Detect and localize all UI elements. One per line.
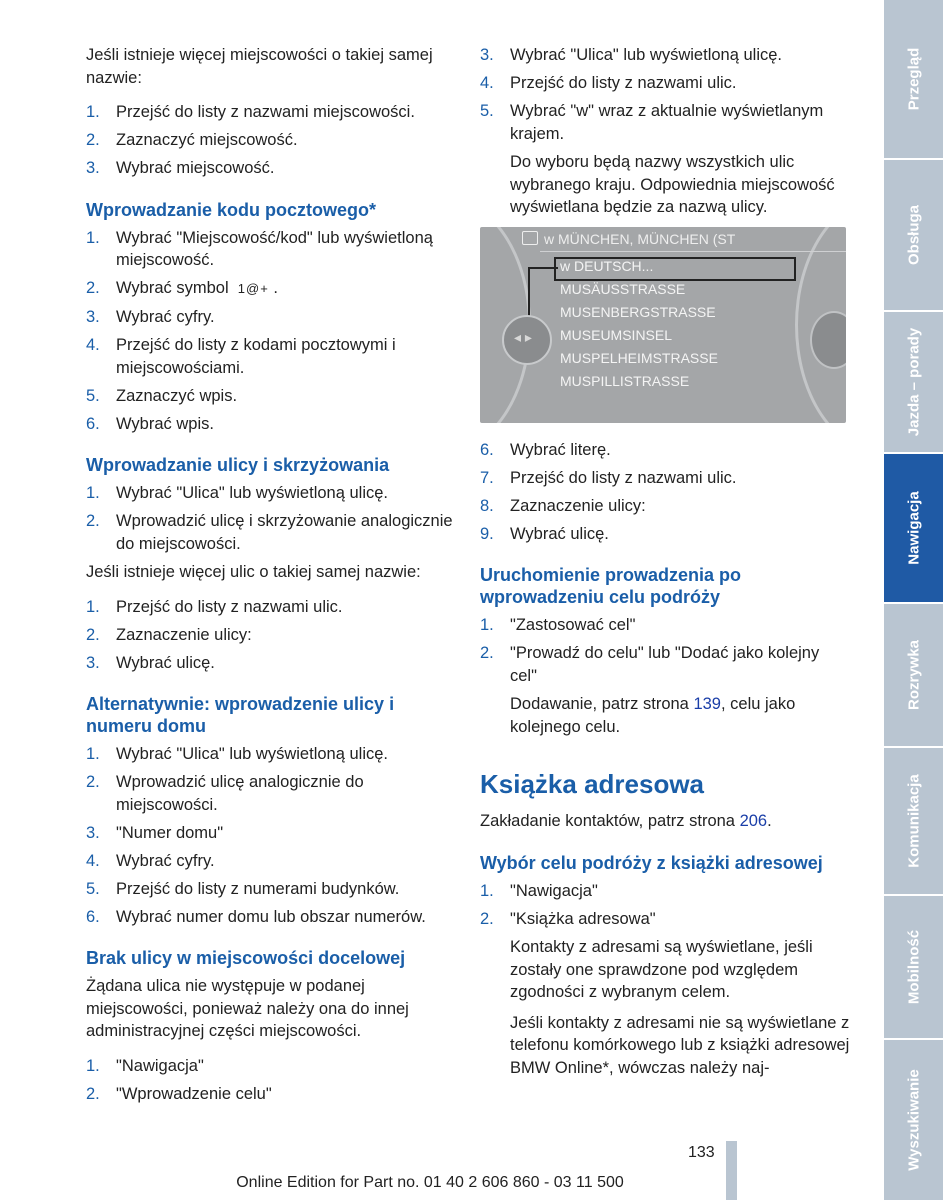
tab-komunikacja[interactable]: Komunikacja [884,748,943,894]
list-item: 2. Wprowadzić ulicę analogicznie do miejscowości. [86,773,364,814]
top-steps [480,44,850,145]
symbol-icon: 1@+ [237,281,269,296]
list-item: 6. Wybrać numer domu lub obszar numerów. [86,907,426,926]
address-book-text: Zakładanie kontaktów, patrz strona 206. [480,812,772,830]
list-item: 5. Przejść do listy z numerami budynków. [86,879,400,898]
tab-mobilnosc[interactable]: Mobilność [884,896,943,1038]
screen-row: w DEUTSCH... [560,257,654,274]
start-guidance-steps [480,614,850,687]
footer-edition: Online Edition for Part no. 01 40 2 606 860 - 03 11 500 [236,1174,624,1191]
list-item: 2. Zaznaczyć miejscowość. [86,131,298,149]
list-item: 4. Przejść do listy z kodami pocztowymi i miejscowościami. [86,336,396,377]
list-item: 6. Wybrać literę. [480,440,611,459]
address-book-title: Książka adresowa [480,769,705,799]
address-book-note: Jeśli kontakty z adresami nie są wyświetlane z telefonu komórkowego lub z książki adresowej BMW Online*, wówczas należy naj- [510,1013,850,1077]
list-item: 1. Wybrać "Ulica" lub wyświetloną ulicę. [86,484,388,502]
list-item: 1. Przejść do listy z nazwami miejscowości. [86,103,415,121]
tab-przeglad[interactable]: Przegląd [884,0,943,158]
street-heading: Wprowadzanie ulicy i skrzyżowania [86,455,390,475]
list-item: 7. Przejść do listy z nazwami ulic. [480,468,737,487]
alt-steps [86,743,458,928]
page-link-139[interactable]: 139 [693,695,721,713]
navigation-icon [522,231,538,245]
screen-row: MUSENBERGSTRASSE [560,303,716,320]
list-item: 9. Wybrać ulicę. [480,524,609,543]
controller-knob-left [502,315,552,365]
idrive-screenshot [480,227,846,423]
list-item: 1. Wybrać "Ulica" lub wyświetloną ulicę. [86,745,388,763]
divider [540,251,846,252]
list-item: 2. Zaznaczenie ulicy: [86,625,252,644]
list-item: 4. Wybrać cyfry. [86,851,215,870]
start-guidance-note: Dodawanie, patrz strona 139, celu jako kolejnego celu. [510,695,796,736]
street-note-steps [86,596,458,675]
list-item: 1. "Zastosować cel" [480,616,636,634]
screen-row: MUSÄUSSTRASSE [560,280,686,297]
list-item: 3. "Numer domu" [86,823,224,842]
tab-nawigacja[interactable]: Nawigacja [884,454,943,602]
list-item: 2. "Prowadź do celu" lub "Dodać jako kolejny cel" [480,644,820,685]
list-item: 3. Wybrać "Ulica" lub wyświetloną ulicę. [480,46,782,64]
street-steps [86,482,458,555]
top-note: Do wyboru będą nazwy wszystkich ulic wybranego kraju. Odpowiednia miejscowość wyświetlana będzie za nazwą ulicy. [510,153,835,216]
start-guidance-heading: Uruchomienie prowadzenia po wprowadzeniu celu podróży [480,565,742,607]
list-item: 5. Zaznaczyć wpis. [86,386,238,405]
list-item: 1. Przejść do listy z nazwami ulic. [86,597,343,616]
mid-steps [480,439,850,546]
page-number: 133 [688,1144,715,1161]
arrows-icon: ◂ ▸ [514,328,532,345]
intro-text: Jeśli istnieje więcej miejscowości o takiej samej nazwie: [86,46,433,87]
address-book-steps [480,880,850,931]
list-item: 3. Wybrać cyfry. [86,308,215,326]
street-note: Jeśli istnieje więcej ulic o takiej samej nazwie: [86,563,421,581]
screen-row: MUSEUMSINSEL [560,326,673,343]
list-item: 3. Wybrać miejscowość. [86,159,275,177]
list-item: 1. Wybrać "Miejscowość/kod" lub wyświetloną miejscowość. [86,228,433,269]
missing-street-heading: Brak ulicy w miejscowości docelowej [86,948,406,968]
screen-row: MUSPELHEIMSTRASSE [560,349,718,366]
missing-street-steps [86,1055,458,1106]
list-item: 3. Wybrać ulicę. [86,653,215,672]
list-item: 2. Wybrać symbol 1@+ . [86,277,458,301]
list-item: 4. Przejść do listy z nazwami ulic. [480,74,737,92]
list-item: 2. Wprowadzić ulicę i skrzyżowanie analogicznie do miejscowości. [86,512,453,553]
tab-obsluga[interactable]: Obsługa [884,160,943,310]
page-link-206[interactable]: 206 [739,812,768,830]
list-item: 1. "Nawigacja" [480,881,598,900]
screen-header: w MÜNCHEN, MÜNCHEN (ST [522,231,735,247]
list-item: 1. "Nawigacja" [86,1056,204,1075]
postal-steps [86,227,458,436]
tab-jazda-porady[interactable]: Jazda – porady [884,312,943,452]
right-column [480,44,850,1087]
tab-wyszukiwanie[interactable]: Wyszukiwanie [884,1040,943,1200]
screen-row: MUSPILLISTRASSE [560,372,690,389]
list-item: 8. Zaznaczenie ulicy: [480,496,646,515]
address-book-subheading: Wybór celu podróży z książki adresowej [480,852,823,873]
postal-code-heading: Wprowadzanie kodu pocztowego* [86,199,377,220]
alt-heading: Alternatywnie: wprowadzenie ulicy i numeru domu [86,694,395,736]
list-item: 5. Wybrać "w" wraz z aktualnie wyświetlanym krajem. [480,102,824,143]
left-column [86,44,458,1117]
tab-rozrywka[interactable]: Rozrywka [884,604,943,746]
list-item: 2. "Książka adresowa" [480,909,656,928]
intro-steps [86,101,458,180]
address-book-note: Kontakty z adresami są wyświetlane, jeśli zostały one sprawdzone pod względem zgodności z wybranym celem. [510,938,813,1001]
missing-street-text: Żądana ulica nie występuje w podanej miejscowości, ponieważ należy ona do innej administracyjnej części miejscowości. [86,977,409,1040]
list-item: 2. "Wprowadzenie celu" [86,1084,272,1103]
list-item: 6. Wybrać wpis. [86,414,214,433]
